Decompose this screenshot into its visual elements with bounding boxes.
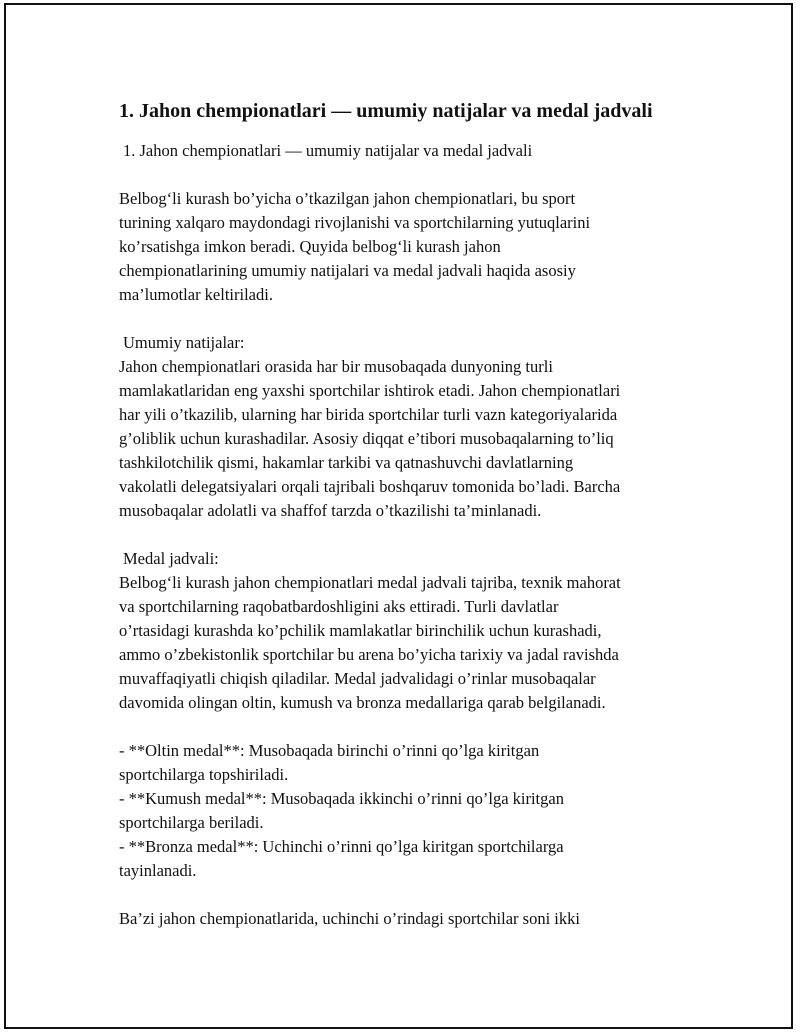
document-subtitle: 1. Jahon chempionatlari — umumiy natijalar va medal jadvali	[123, 141, 533, 160]
list-item-bronze-medal: - **Bronza medal**: Uchinchi o’rinni qo’lga kiritgan sportchilarga tayinlanadi.	[119, 837, 564, 880]
medal-table-label: Medal jadvali:	[123, 549, 219, 568]
list-item-silver-medal: - **Kumush medal**: Musobaqada ikkinchi o’rinni qo’lga kiritgan sportchilarga beriladi.	[119, 789, 564, 832]
list-item-gold-medal: - **Oltin medal**: Musobaqada birinchi o’rinni qo’lga kiritgan sportchilarga topshiriladi.	[119, 741, 540, 784]
medal-list	[119, 739, 694, 883]
general-results-label: Umumiy natijalar:	[123, 333, 245, 352]
document-page	[4, 3, 793, 1029]
closing-paragraph: Ba’zi jahon chempionatlarida, uchinchi o’rindagi sportchilar soni ikki	[119, 909, 580, 928]
intro-paragraph: Belbog‘li kurash bo’yicha o’tkazilgan jahon chempionatlari, bu sport turining xalqaro maydondagi rivojlanishi va sportchilarning yutuqlarini ko’rsatishga imkon beradi. Quyida belbog‘li kurash jahon chempionatlarining umumiy natijalari va medal jadvali haqida asosiy ma’lumotlar keltiriladi.	[119, 189, 591, 304]
document-title: 1. Jahon chempionatlari — umumiy natijalar va medal jadvali	[119, 100, 653, 122]
general-results-paragraph: Jahon chempionatlari orasida har bir musobaqada dunyoning turli mamlakatlaridan eng yaxshi sportchilar ishtirok etadi. Jahon chempionatlari har yili o’tkazilib, ularning har birida sportchilar turli vazn kategoriyalarida g’oliblik uchun kurashadilar. Asosiy diqqat e’tibori musobaqalarning to’liq tashkilotchilik qismi, hakamlar tarkibi va qatnashuvchi davlatlarning vakolatli delegatsiyalari orqali tajribali boshqaruv tomonida bo’ladi. Barcha musobaqalar adolatli va shaffof tarzda o’tkazilishi ta’minlanadi.	[119, 357, 621, 520]
medal-table-paragraph: Belbog‘li kurash jahon chempionatlari medal jadvali tajriba, texnik mahorat va sportchilarning raqobatbardoshligini aks ettiradi. Turli davlatlar o’rtasidagi kurashda ko’pchilik mamlakatlar birinchilik uchun kurashadi, ammo o’zbekistonlik sportchilar bu arena bo’yicha tarixiy va jadal ravishda muvaffaqiyatli chiqish qiladilar. Medal jadvalidagi o’rinlar musobaqalar davomida olingan oltin, kumush va bronza medallariga qarab belgilanadi.	[119, 573, 621, 712]
document-body	[119, 97, 694, 931]
